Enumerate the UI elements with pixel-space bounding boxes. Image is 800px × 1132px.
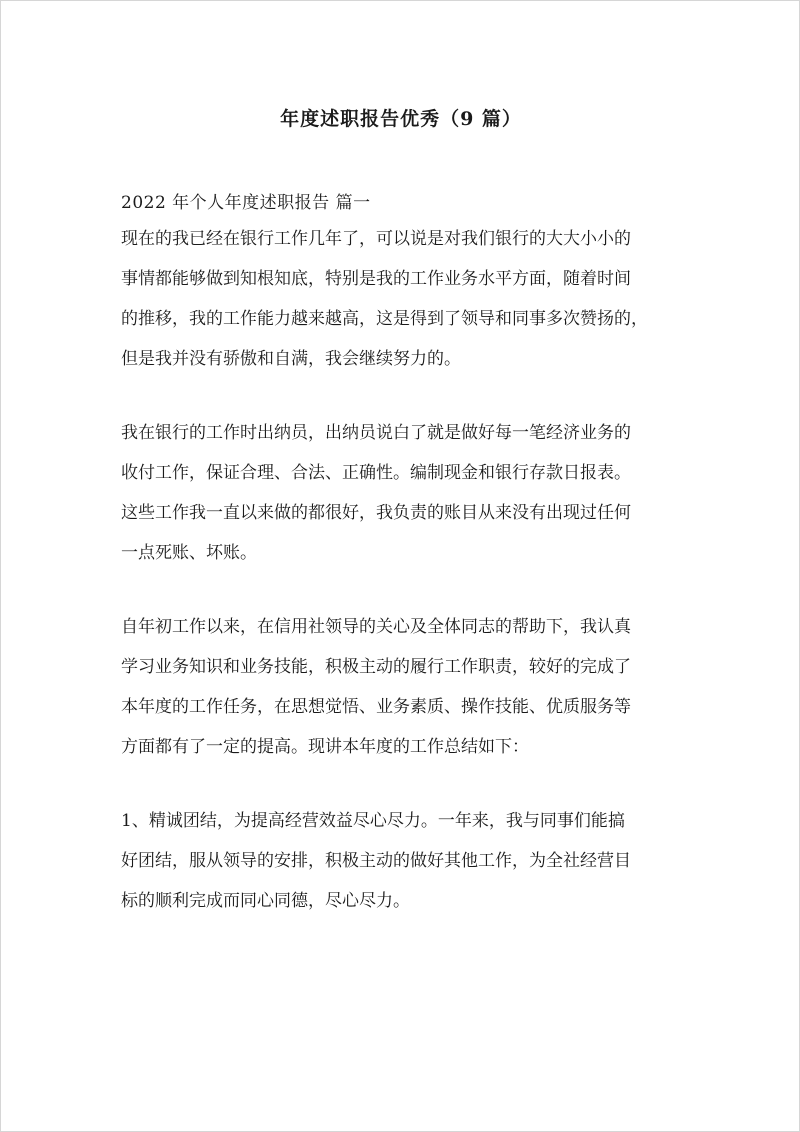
- document-body: [121, 187, 686, 921]
- paragraph-line: 的推移，我的工作能力越来越高，这是得到了领导和同事多次赞扬的，: [121, 309, 648, 329]
- paragraph-line: 好团结，服从领导的安排，积极主动的做好其他工作，为全社经营目: [121, 851, 631, 871]
- paragraph-line: 标的顺利完成而同心同德，尽心尽力。: [121, 891, 410, 911]
- paragraph-line: 现在的我已经在银行工作几年了，可以说是对我们银行的大大小小的: [121, 229, 631, 249]
- paragraph-2: [121, 413, 686, 573]
- paragraph-line: 学习业务知识和业务技能，积极主动的履行工作职责，较好的完成了: [121, 657, 631, 677]
- section-heading: 2022 年个人年度述职报告 篇一: [121, 193, 371, 213]
- paragraph-line: 我在银行的工作时出纳员，出纳员说白了就是做好每一笔经济业务的: [121, 423, 631, 443]
- paragraph-line: 收付工作，保证合理、合法、正确性。编制现金和银行存款日报表。: [121, 463, 631, 483]
- paragraph-line: 一点死账、坏账。: [121, 543, 257, 563]
- paragraph-line: 方面都有了一定的提高。现讲本年度的工作总结如下：: [121, 737, 529, 757]
- paragraph-line: 但是我并没有骄傲和自满，我会继续努力的。: [121, 349, 461, 369]
- paragraph-3: [121, 607, 686, 767]
- paragraph-4: [121, 801, 686, 921]
- paragraph-line: 这些工作我一直以来做的都很好，我负责的账目从来没有出现过任何: [121, 503, 631, 523]
- paragraph-line: 自年初工作以来，在信用社领导的关心及全体同志的帮助下，我认真: [121, 617, 631, 637]
- paragraph-line: 1、精诚团结，为提高经营效益尽心尽力。一年来，我与同事们能搞: [121, 811, 625, 831]
- document-title: 年度述职报告优秀（9 篇）: [280, 108, 522, 130]
- paragraph-line: 本年度的工作任务，在思想觉悟、业务素质、操作技能、优质服务等: [121, 697, 631, 717]
- paragraph-1: [121, 219, 686, 379]
- paragraph-line: 事情都能够做到知根知底，特别是我的工作业务水平方面，随着时间: [121, 269, 631, 289]
